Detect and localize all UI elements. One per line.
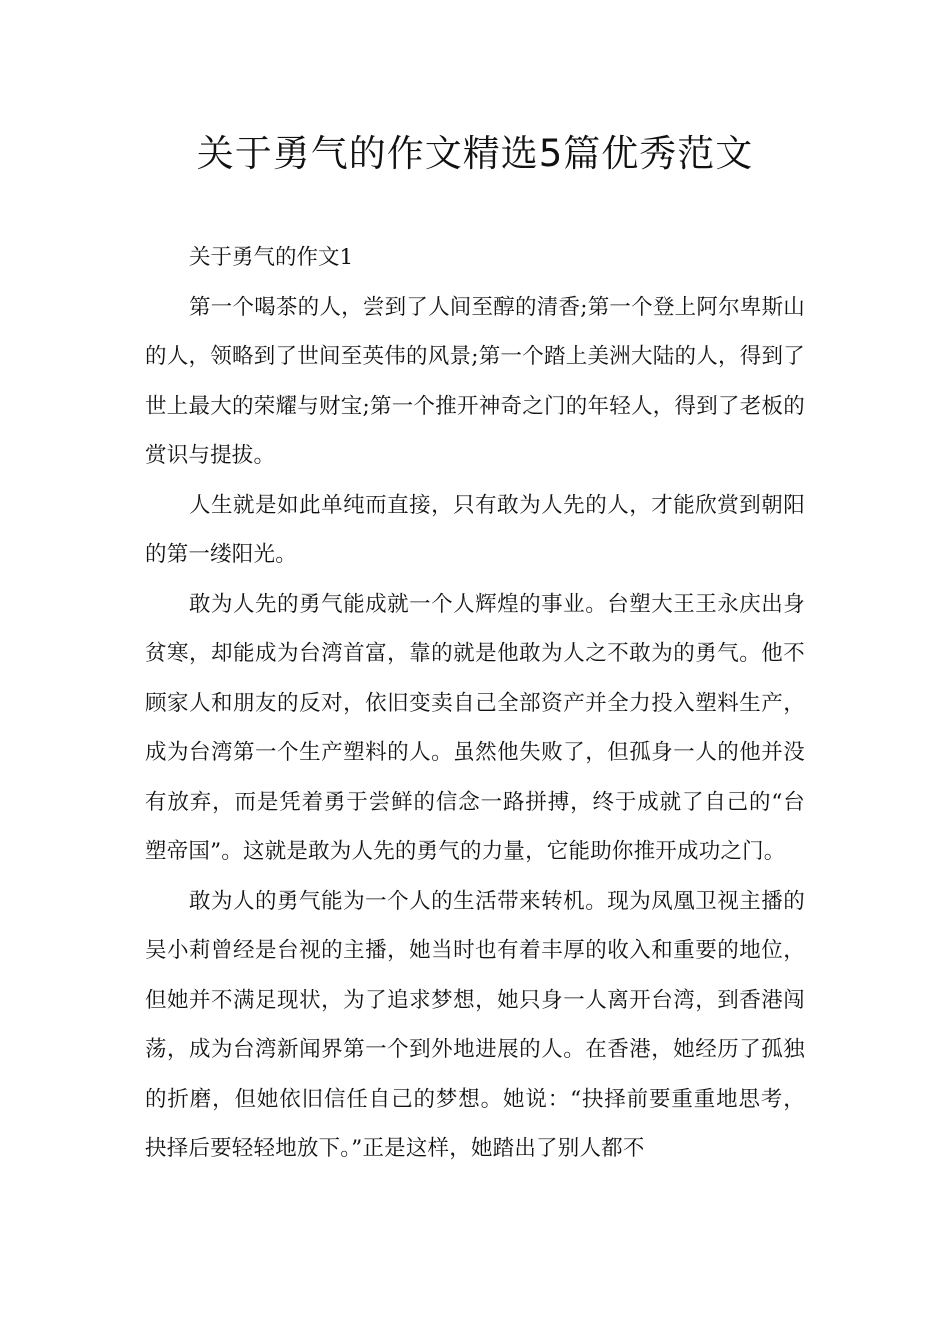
paragraph-3: 敢为人先的勇气能成就一个人辉煌的事业。台塑大王王永庆出身贫寒，却能成为台湾首富，靠的就是他敢为人之不敢为的勇气。他不顾家人和朋友的反对，依旧变卖自己全部资产并全力投入塑料生产，成为台湾第一个生产塑料的人。虽然他失败了，但孤身一人的他并没有放弃，而是凭着勇于尝鲜的信念一路拼搏，终于成就了自己的“台塑帝国”。这就是敢为人先的勇气的力量，它能助你推开成功之门。: [145, 591, 805, 864]
paragraph-1: 第一个喝茶的人，尝到了人间至醇的清香;第一个登上阿尔卑斯山的人，领略到了世间至英伟的风景;第一个踏上美洲大陆的人，得到了世上最大的荣耀与财宝;第一个推开神奇之门的年轻人，得到了老板的赏识与提拔。: [145, 294, 805, 468]
document-body: [145, 233, 805, 1174]
paragraph-2: 人生就是如此单纯而直接，只有敢为人先的人，才能欣赏到朝阳的第一缕阳光。: [145, 492, 805, 567]
paragraph-4: 敢为人的勇气能为一个人的生活带来转机。现为凤凰卫视主播的吴小莉曾经是台视的主播，她当时也有着丰厚的收入和重要的地位，但她并不满足现状，为了追求梦想，她只身一人离开台湾，到香港闯荡，成为台湾新闻界第一个到外地进展的人。在香港，她经历了孤独的折磨，但她依旧信任自己的梦想。她说：“抉择前要重重地思考，抉择后要轻轻地放下。”正是这样，她踏出了别人都不: [145, 888, 805, 1161]
section-heading: 关于勇气的作文1: [189, 245, 354, 270]
document-title: 关于勇气的作文精选5篇优秀范文: [196, 132, 754, 175]
